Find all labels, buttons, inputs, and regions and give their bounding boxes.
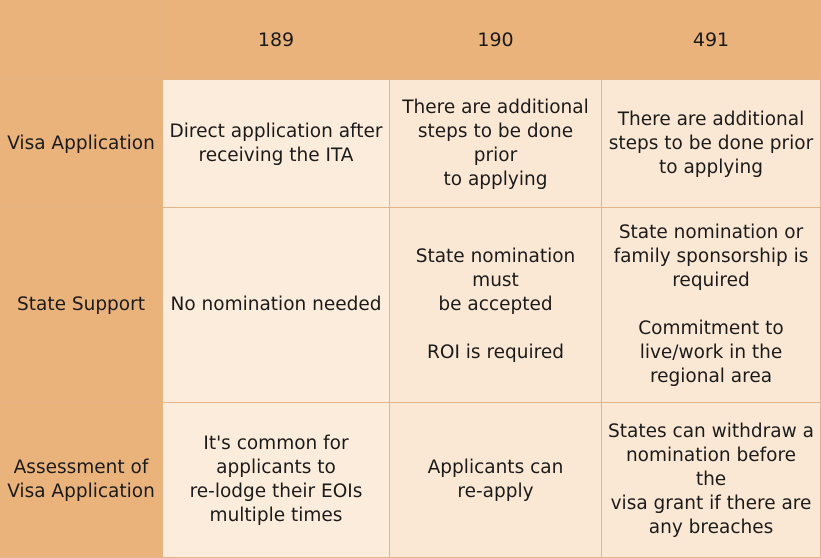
- cell-text-line: regional area: [649, 366, 773, 387]
- cell-text-line: required: [672, 270, 750, 291]
- cell-text-line: steps to be done prior: [608, 132, 814, 154]
- cell-text-line: be accepted: [438, 294, 553, 315]
- cell-visa-application-491: [602, 80, 821, 208]
- row-label-line: Assessment of: [13, 457, 149, 478]
- cell-text-line: receiving the ITA: [198, 144, 354, 166]
- row-label-state-support: State Support: [0, 208, 163, 403]
- cell-text-line: family sponsorship is: [613, 246, 809, 267]
- row-label-assessment: [0, 403, 163, 558]
- cell-text-line: No nomination needed: [170, 294, 382, 315]
- cell-text-line: Direct application after: [169, 120, 383, 142]
- cell-text-line: State nomination or: [618, 222, 804, 243]
- cell-text-line: There are additional: [617, 108, 805, 130]
- cell-text-line: State nomination must: [415, 246, 576, 291]
- cell-text-line: to applying: [443, 168, 548, 190]
- header-col-190: 190: [390, 0, 602, 80]
- cell-state-support-491: [602, 208, 821, 403]
- cell-visa-application-189: [163, 80, 390, 208]
- cell-text-line: nomination before the: [625, 445, 797, 490]
- cell-text-line: re-lodge their EOIs: [189, 481, 363, 502]
- cell-text-line: States can withdraw a: [608, 421, 814, 442]
- cell-text-line: It's common for: [203, 433, 349, 454]
- cell-state-support-189: [163, 208, 390, 403]
- cell-visa-application-190: [390, 80, 602, 208]
- row-label-line: Visa Application: [7, 481, 155, 502]
- cell-text-line: applicants to: [216, 457, 336, 478]
- cell-text-line: steps to be done prior: [417, 120, 574, 166]
- cell-text-line: to applying: [659, 156, 763, 178]
- cell-text-line: Commitment to: [638, 318, 784, 339]
- cell-text-line: live/work in the: [639, 342, 783, 363]
- cell-assessment-190: [390, 403, 602, 558]
- cell-text-line: multiple times: [209, 505, 343, 526]
- cell-text-line: visa grant if there are: [610, 493, 812, 514]
- cell-text-line: any breaches: [648, 517, 774, 538]
- cell-text-line: re-apply: [457, 481, 534, 502]
- cell-assessment-491: [602, 403, 821, 558]
- header-col-189: 189: [163, 0, 390, 80]
- cell-text-line: Applicants can: [427, 457, 564, 478]
- row-label-visa-application: Visa Application: [0, 80, 163, 208]
- cell-state-support-190: [390, 208, 602, 403]
- header-corner-cell: [0, 0, 163, 80]
- cell-text-line: ROI is required: [427, 342, 564, 363]
- cell-assessment-189: [163, 403, 390, 558]
- cell-text-line: There are additional: [402, 96, 589, 118]
- header-col-491: 491: [602, 0, 821, 80]
